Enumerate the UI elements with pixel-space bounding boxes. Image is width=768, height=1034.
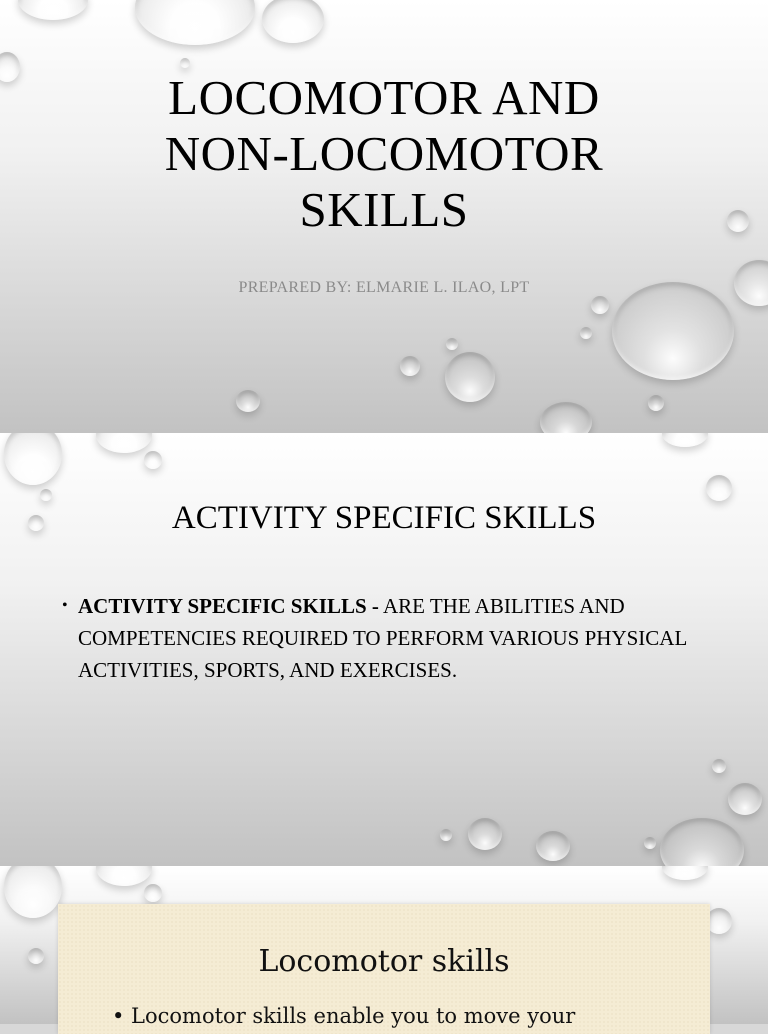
water-drop-decoration <box>400 356 420 376</box>
title-line: SKILLS <box>299 182 469 237</box>
water-drop-decoration <box>0 52 20 82</box>
water-drop-decoration <box>18 0 88 20</box>
slide-1-subtitle: PREPARED BY: ELMARIE L. ILAO, LPT <box>238 279 530 296</box>
water-drop-decoration <box>4 433 62 485</box>
title-line: NON-LOCOMOTOR <box>164 126 604 181</box>
water-drop-decoration <box>28 948 44 964</box>
slide-3-bullet: • Locomotor skills enable you to move your <box>112 1004 576 1028</box>
water-drop-decoration <box>727 210 749 232</box>
water-drop-decoration <box>734 260 768 306</box>
water-drop-decoration <box>662 433 708 447</box>
water-drop-decoration <box>96 866 152 886</box>
water-drop-decoration <box>96 433 152 453</box>
water-drop-decoration <box>536 831 570 861</box>
title-line: LOCOMOTOR AND <box>168 70 600 125</box>
water-drop-decoration <box>591 296 609 314</box>
bullet-definition: ARE THE ABILITIES AND COMPETENCIES REQUIRED TO PERFORM VARIOUS PHYSICAL ACTIVITIES, SPORTS, AND EXERCISES. <box>78 594 687 682</box>
water-drop-decoration <box>648 395 664 411</box>
water-drop-decoration <box>144 451 162 469</box>
water-drop-decoration <box>180 58 190 68</box>
water-drop-decoration <box>540 402 592 433</box>
bullet-marker: • <box>62 597 68 614</box>
water-drop-decoration <box>4 866 62 918</box>
water-drop-decoration <box>728 783 762 815</box>
water-drop-decoration <box>135 0 255 45</box>
slide-1-title <box>84 70 684 238</box>
water-drop-decoration <box>446 338 458 350</box>
water-drop-decoration <box>40 489 52 501</box>
water-drop-decoration <box>706 475 732 501</box>
slide-2-title: ACTIVITY SPECIFIC SKILLS <box>171 500 597 536</box>
water-drop-decoration <box>236 390 260 412</box>
water-drop-decoration <box>644 837 656 849</box>
bullet-term: ACTIVITY SPECIFIC SKILLS - <box>78 594 379 618</box>
water-drop-decoration <box>28 515 44 531</box>
slide-3-title: Locomotor skills <box>258 944 510 979</box>
water-drop-decoration <box>440 829 452 841</box>
water-drop-decoration <box>445 352 495 402</box>
water-drop-decoration <box>712 759 726 773</box>
water-drop-decoration <box>660 818 744 866</box>
water-drop-decoration <box>580 327 592 339</box>
water-drop-decoration <box>662 866 708 880</box>
slide-2-bullet <box>62 590 702 686</box>
water-drop-decoration <box>262 0 324 43</box>
water-drop-decoration <box>468 818 502 850</box>
bullet-text <box>78 590 702 686</box>
water-drop-decoration <box>144 884 162 902</box>
